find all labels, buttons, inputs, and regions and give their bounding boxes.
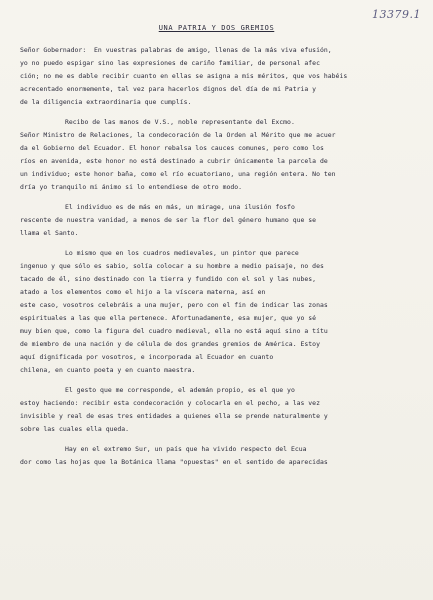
text-line: ción; no me es dable recibir cuanto en ellas se asigna a mis méritos, que vos habéis (20, 72, 348, 80)
text-line: aquí dignificada por vosotros, e incorporada al Ecuador en cuanto (20, 353, 274, 361)
text-line: Lo mismo que en los cuadros medievales, un pintor que parece (65, 249, 299, 257)
text-line: tacado de él, sino destinado con la tierra y fundido con el sol y las nubes, (20, 275, 317, 283)
text-line: yo no puedo espigar sino las expresiones de cariño familiar, de personal afec (20, 59, 320, 67)
text-line: ingenuo y que sólo es sabio, solía colocar a su hombre a medio paisaje, no des (20, 262, 324, 270)
text-line: de miembro de una nación y de célula de dos grandes gremios de América. Estoy (20, 340, 320, 348)
text-line: acrecentado enormemente, tal vez para hacerlos dignos del día de mi Patria y (20, 85, 317, 93)
document-title: UNA PATRIA Y DOS GREMIOS (158, 24, 275, 32)
text-line: sobre las cuales ella queda. (20, 425, 130, 433)
text-line: llama el Santo. (20, 229, 79, 237)
text-line: El individuo es de más en más, un mirage, una ilusión fosfo (65, 203, 295, 211)
text-line: atado a los elementos como el hijo a la víscera materna, así en (20, 288, 266, 296)
text-line: dría yo tranquilo mi ánimo si lo entendiese de otro modo. (20, 183, 243, 191)
text-line: Señor Ministro de Relaciones, la condecoración de la Orden al Mérito que me acuer (20, 131, 336, 139)
text-line: invisible y real de esas tres entidades a quienes ella se prende naturalmente y (20, 412, 328, 420)
text-line: dor como las hojas que la Botánica llama "opuestas" en el sentido de aparecidas (20, 458, 328, 466)
text-line: espirituales a las que ella pertenece. Afortunadamente, esa mujer, que yo sé (20, 314, 317, 322)
text-line: Hay en el extremo Sur, un país que ha vivido respecto del Ecua (65, 445, 307, 453)
folio-number: 13379.1 (372, 8, 421, 21)
text-line: estoy haciendo: recibir esta condecoración y colocarla en el pecho, a las vez (20, 399, 320, 407)
text-line: chilena, en cuanto poeta y en cuanto maestra. (20, 366, 196, 374)
text-line: ríos en avenida, este honor no está destinado a cubrir únicamente la parcela de (20, 157, 328, 165)
text-line: Señor Gobernador: En vuestras palabras de amigo, llenas de la más viva efusión, (20, 46, 332, 54)
text-line: da el Gobierno del Ecuador. El honor rebalsa los cauces comunes, pero como los (20, 144, 324, 152)
text-line: El gesto que me corresponde, el ademán propio, es el que yo (65, 386, 295, 394)
text-line: este caso, vosotros celebráis a una mujer, pero con el fin de indicar las zonas (20, 301, 328, 309)
text-line: un individuo; este honor baña, como el río ecuatoriano, una región entera. No ten (20, 170, 336, 178)
text-line: rescente de nuestra vanidad, a menos de ser la flor del género humano que se (20, 216, 317, 224)
text-line: de la diligencia extraordinaria que cumplís. (20, 98, 192, 106)
text-line: muy bien que, como la figura del cuadro medieval, ella no está aquí sino a títu (20, 327, 328, 335)
text-line: Recibo de las manos de V.S., noble representante del Excmo. (65, 118, 295, 126)
